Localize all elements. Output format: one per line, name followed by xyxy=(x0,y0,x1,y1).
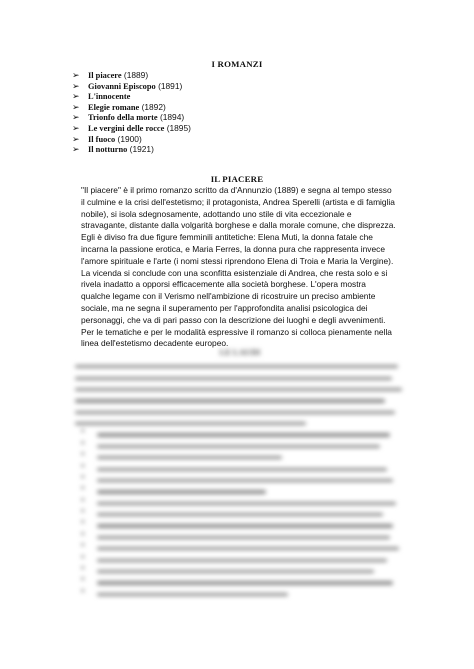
novel-year: (1895) xyxy=(166,122,191,133)
novel-year: (1900) xyxy=(117,133,142,144)
novel-title: Giovanni Episcopo xyxy=(88,81,156,91)
novel-title: Elegie romane xyxy=(88,102,140,112)
list-item xyxy=(72,91,191,102)
heading-il-piacere: IL PIACERE xyxy=(210,174,264,184)
novel-year: (1891) xyxy=(158,80,183,91)
arrow-bullet-icon: ➢ xyxy=(72,101,80,112)
arrow-bullet-icon: ➢ xyxy=(72,144,80,155)
novel-title: Il notturno xyxy=(88,145,128,155)
novel-title: L'innocente xyxy=(88,92,131,102)
blurred-heading: LE LAUDI xyxy=(219,347,261,357)
list-item xyxy=(72,102,191,113)
list-item xyxy=(72,70,191,81)
novel-year: (1892) xyxy=(141,101,166,112)
novel-year: (1894) xyxy=(159,112,185,123)
novel-year: (1889) xyxy=(123,70,149,80)
arrow-bullet-icon: ➢ xyxy=(72,133,80,144)
list-item xyxy=(72,81,191,92)
novel-title: Il fuoco xyxy=(88,134,116,144)
body-paragraph: "Il piacere" è il primo romanzo scritto da d'Annunzio (1889) e segna al tempo stesso il culmine e la crisi dell'estetismo; il protagonista, Andrea Sperelli (artista e di famiglia nobile), si isola sdegnosamente, adottando uno stile di vita eccezionale e stravagante, distante dalla volgarità borghese e dalla morale comune, che disprezza. Egli è diviso fra due figure femminili antitetiche: Elena Muti, la donna fatale che incarna la passione erotica, e Maria Ferres, la donna pura che rappresenta invece l'amore spirituale e l'arte (i nomi stessi riprendono Elena di Troia e Maria la Vergine). La vicenda si conclude con una sconfitta esistenziale di Andrea, che resta solo e si rivela inadatto a opporsi efficacemente alla società borghese. L'opera mostra qualche legame con il Verismo nell'ambizione di ricostruire un preciso ambiente sociale, ma ne segna il superamento per l'approfondita analisi psicologica dei personaggi, che va di pari passo con la descrizione dei luoghi e degli avvenimenti. Per le tematiche e per le modalità espressive il romanzo si colloca pienamente nella linea dell'estetismo decadente europeo. xyxy=(81,185,396,349)
arrow-bullet-icon: ➢ xyxy=(72,80,80,91)
list-item xyxy=(72,134,191,145)
list-item xyxy=(72,144,191,155)
arrow-bullet-icon: ➢ xyxy=(72,112,80,123)
novel-title: Trionfo della morte xyxy=(88,113,158,123)
novel-year: (1921) xyxy=(129,144,154,155)
novel-list xyxy=(72,70,191,155)
novel-title: Le vergini delle rocce xyxy=(88,123,165,133)
list-item xyxy=(72,112,191,123)
arrow-bullet-icon: ➢ xyxy=(72,91,80,102)
heading-romanzi: I ROMANZI xyxy=(211,59,263,69)
blurred-preview-section xyxy=(75,347,405,647)
arrow-bullet-icon: ➢ xyxy=(72,122,80,133)
list-item xyxy=(72,123,191,134)
arrow-bullet-icon: ➢ xyxy=(72,70,80,80)
novel-title: Il piacere xyxy=(88,71,122,80)
